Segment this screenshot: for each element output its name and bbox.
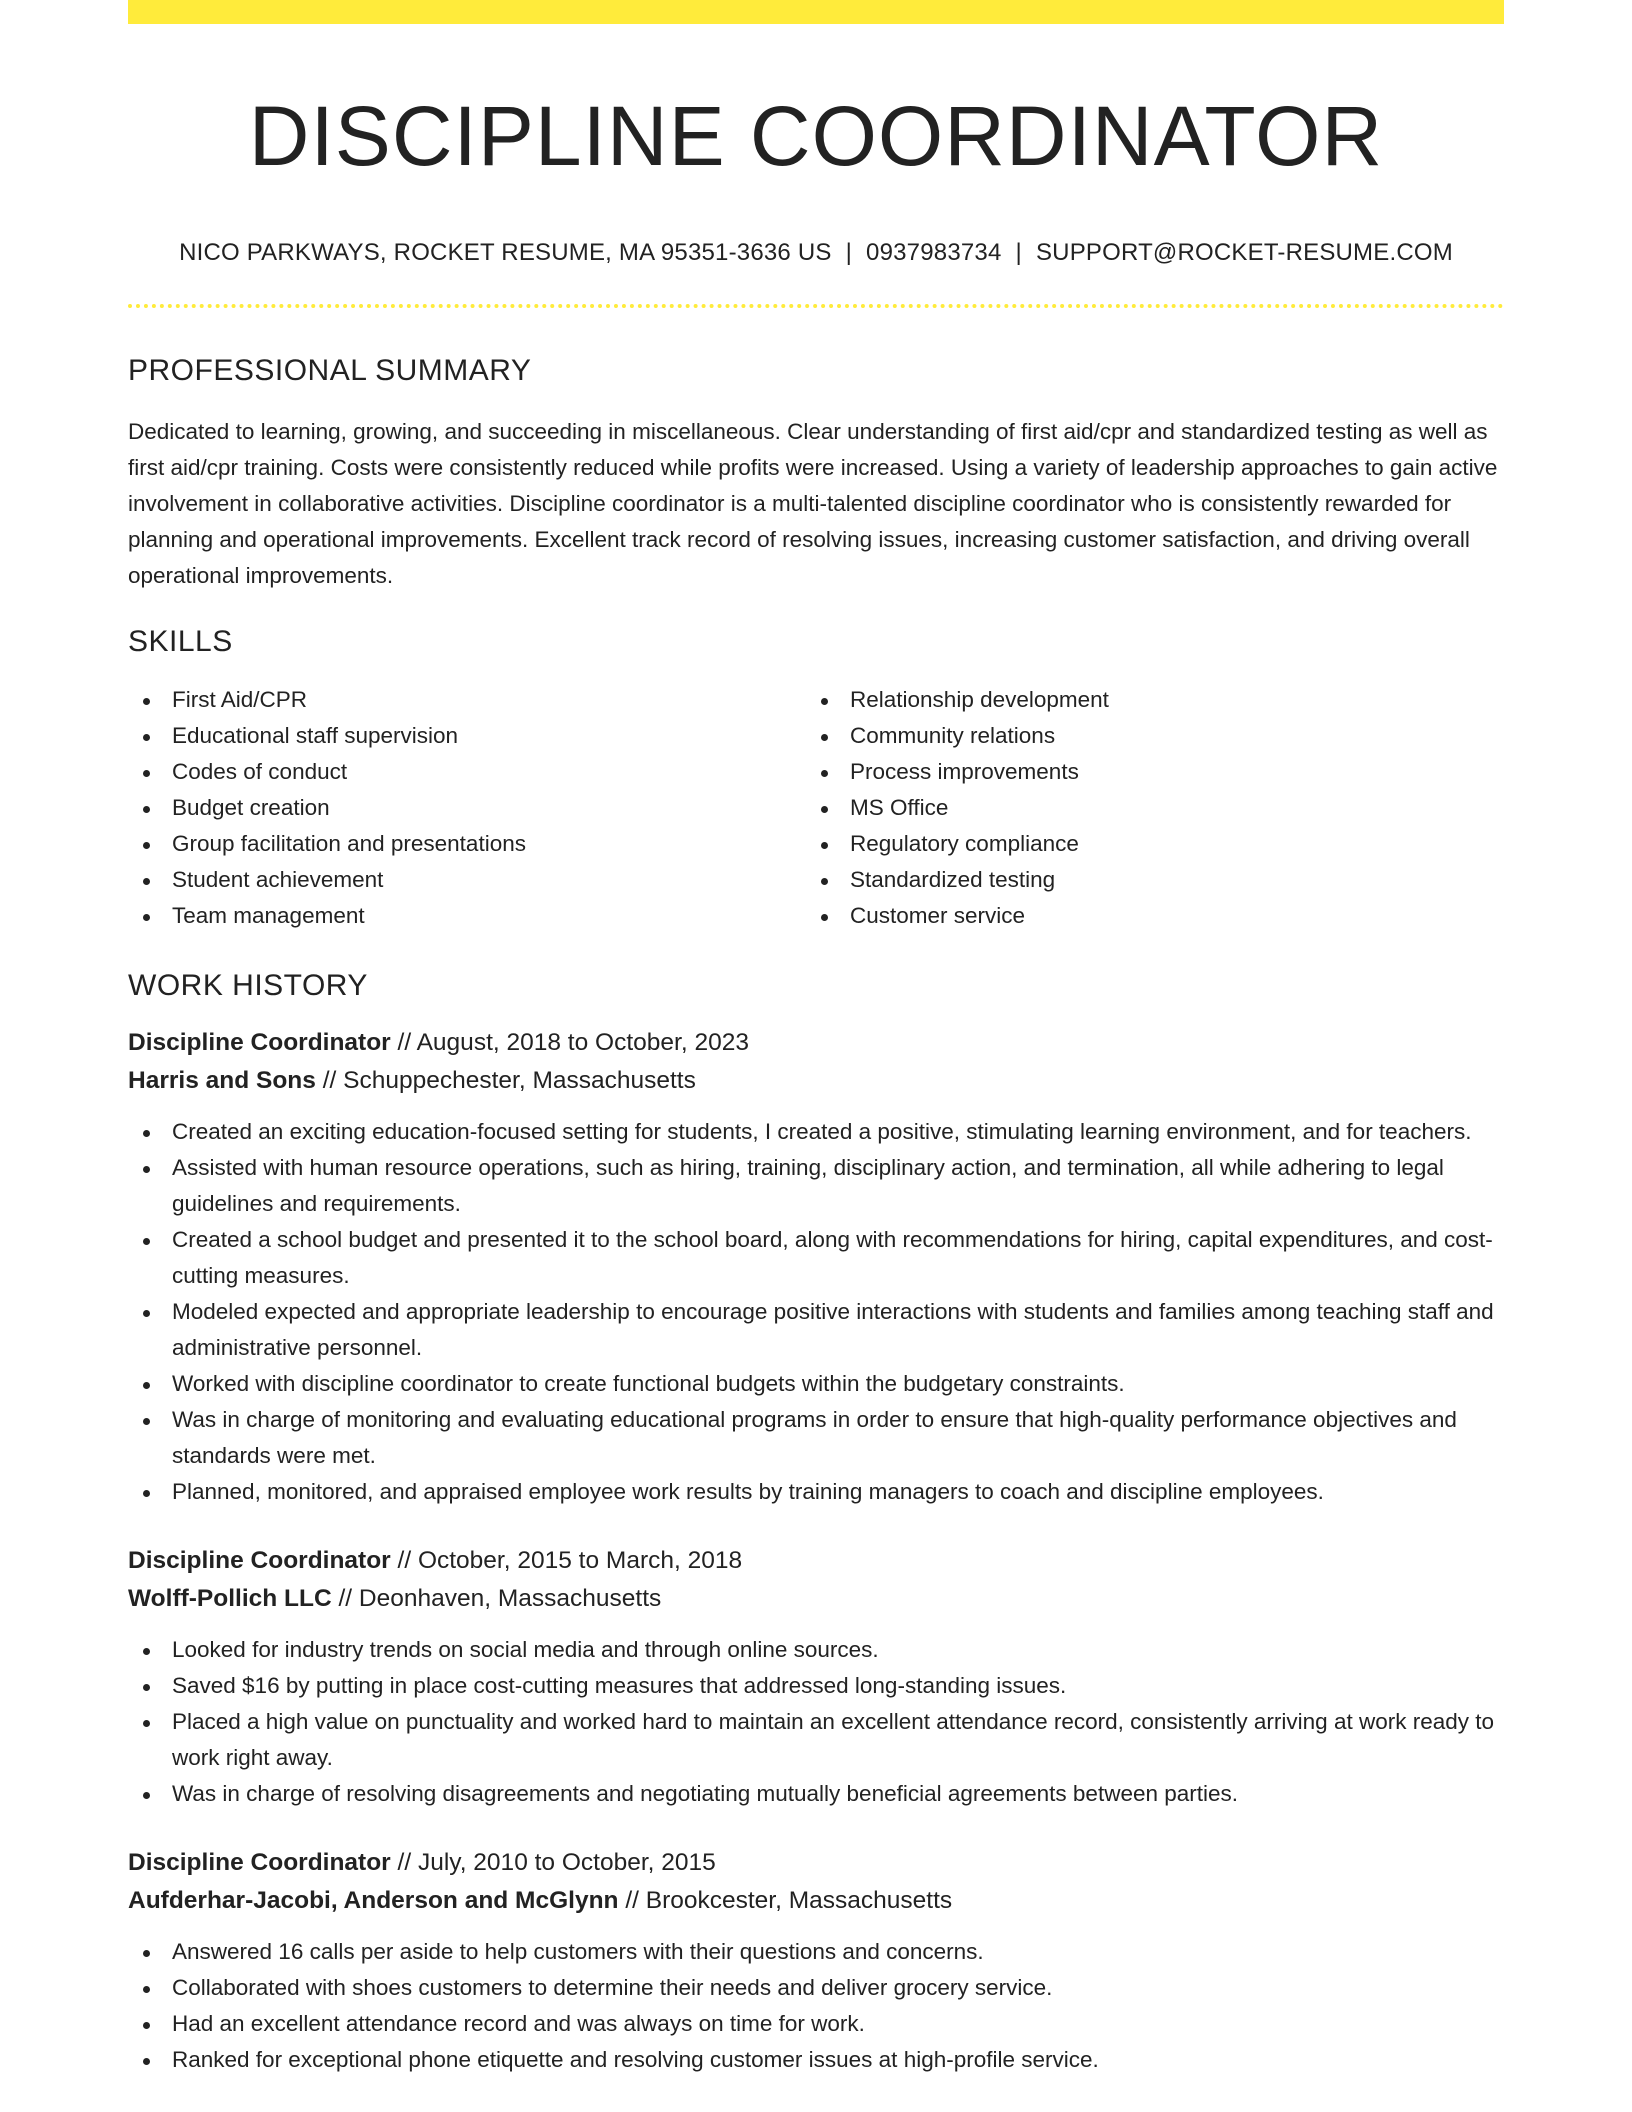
job-dates: // July, 2010 to October, 2015: [390, 1848, 716, 1876]
summary-text: Dedicated to learning, growing, and succeeding in miscellaneous. Clear understanding of first aid/cpr and standardized testing as well as first aid/cpr training. Costs were consistently reduced while profits were increased. Using a variety of leadership approaches to gain active involvement in collaborative activities. Discipline coordinator is a multi-talented discipline coordinator who is consistently rewarded for planning and operational improvements. Excellent track record of resolving issues, increasing customer satisfaction, and driving overall operational improvements.: [128, 418, 1498, 588]
skill-item: Standardized testing: [806, 862, 1484, 898]
skill-item: Customer service: [806, 898, 1484, 934]
job-bullets: [128, 1114, 1504, 1510]
skill-item: Codes of conduct: [128, 754, 806, 790]
job-location: // Brookcester, Massachusetts: [618, 1886, 953, 1914]
job-role-line: [128, 1844, 1504, 1882]
job-bullet: Had an excellent attendance record and was always on time for work.: [128, 2006, 1504, 2042]
skill-item: Community relations: [806, 718, 1484, 754]
job-bullet: Planned, monitored, and appraised employee work results by training managers to coach and discipline employees.: [128, 1474, 1504, 1510]
job-company: Aufderhar-Jacobi, Anderson and McGlynn: [128, 1886, 619, 1914]
job-bullet: Looked for industry trends on social media and through online sources.: [128, 1632, 1504, 1668]
job-company-line: [128, 1062, 1504, 1100]
job-location: // Schuppechester, Massachusetts: [315, 1066, 696, 1094]
skill-item: Team management: [128, 898, 806, 934]
job-bullet: Was in charge of monitoring and evaluating educational programs in order to ensure that high-quality performance objectives and standards were met.: [128, 1402, 1504, 1474]
skills-column-right: [806, 682, 1484, 934]
job-bullet: Created a school budget and presented it to the school board, along with recommendations for hiring, capital expenditures, and cost-cutting measures.: [128, 1222, 1504, 1294]
job-bullet: Saved $16 by putting in place cost-cutting measures that addressed long-standing issues.: [128, 1668, 1504, 1704]
skill-item: Educational staff supervision: [128, 718, 806, 754]
contact-line: [128, 237, 1504, 268]
contact-email: SUPPORT@ROCKET-RESUME.COM: [1035, 238, 1453, 266]
job-role-line: [128, 1024, 1504, 1062]
job-company: Harris and Sons: [128, 1066, 316, 1094]
job-bullet: Created an exciting education-focused setting for students, I created a positive, stimulating learning environment, and for teachers.: [128, 1114, 1504, 1150]
job-bullet: Collaborated with shoes customers to determine their needs and deliver grocery service.: [128, 1970, 1504, 2006]
skill-item: Regulatory compliance: [806, 826, 1484, 862]
contact-separator: |: [845, 238, 853, 266]
job-company-line: [128, 1580, 1504, 1618]
job-bullet: Was in charge of resolving disagreements and negotiating mutually beneficial agreements between parties.: [128, 1776, 1504, 1812]
job-location: // Deonhaven, Massachusetts: [331, 1584, 662, 1612]
job-bullet: Modeled expected and appropriate leadership to encourage positive interactions with students and families among teaching staff and administrative personnel.: [128, 1294, 1504, 1366]
job-bullet: Assisted with human resource operations, such as hiring, training, disciplinary action, and termination, all while adhering to legal guidelines and requirements.: [128, 1150, 1504, 1222]
job-company-line: [128, 1882, 1504, 1920]
contact-separator: |: [1015, 238, 1022, 266]
skill-item: MS Office: [806, 790, 1484, 826]
skills-heading: SKILLS: [128, 624, 233, 658]
job-company: Wolff-Pollich LLC: [128, 1584, 332, 1612]
contact-phone: 0937983734: [866, 238, 1002, 266]
header-divider: [128, 304, 1504, 308]
skill-item: First Aid/CPR: [128, 682, 806, 718]
top-accent-bar: [128, 0, 1504, 24]
resume-page: [128, 0, 1504, 2078]
skill-item: Relationship development: [806, 682, 1484, 718]
job-bullets: [128, 1934, 1504, 2078]
job-dates: // August, 2018 to October, 2023: [390, 1028, 749, 1056]
skills-list: [128, 682, 1504, 934]
job-role: Discipline Coordinator: [128, 1848, 391, 1876]
skill-item: Group facilitation and presentations: [128, 826, 806, 862]
skill-item: Student achievement: [128, 862, 806, 898]
resume-title: DISCIPLINE COORDINATOR: [248, 89, 1384, 183]
job-bullets: [128, 1632, 1504, 1812]
job-dates: // October, 2015 to March, 2018: [390, 1546, 743, 1574]
job-bullet: Worked with discipline coordinator to create functional budgets within the budgetary constraints.: [128, 1366, 1504, 1402]
job-role: Discipline Coordinator: [128, 1546, 391, 1574]
summary-heading: PROFESSIONAL SUMMARY: [128, 353, 532, 387]
job-bullet: Answered 16 calls per aside to help customers with their questions and concerns.: [128, 1934, 1504, 1970]
skill-item: Budget creation: [128, 790, 806, 826]
work-history-heading: WORK HISTORY: [128, 968, 368, 1002]
job-role-line: [128, 1542, 1504, 1580]
contact-address: NICO PARKWAYS, ROCKET RESUME, MA 95351-3636 US: [179, 238, 832, 266]
job-bullet: Placed a high value on punctuality and worked hard to maintain an excellent attendance record, consistently arriving at work ready to work right away.: [128, 1704, 1504, 1776]
skill-item: Process improvements: [806, 754, 1484, 790]
job-role: Discipline Coordinator: [128, 1028, 391, 1056]
job-entry: [128, 1542, 1504, 1812]
skills-column-left: [128, 682, 806, 934]
job-bullet: Ranked for exceptional phone etiquette and resolving customer issues at high-profile service.: [128, 2042, 1504, 2078]
job-entry: [128, 1844, 1504, 2078]
job-entry: [128, 1024, 1504, 1510]
